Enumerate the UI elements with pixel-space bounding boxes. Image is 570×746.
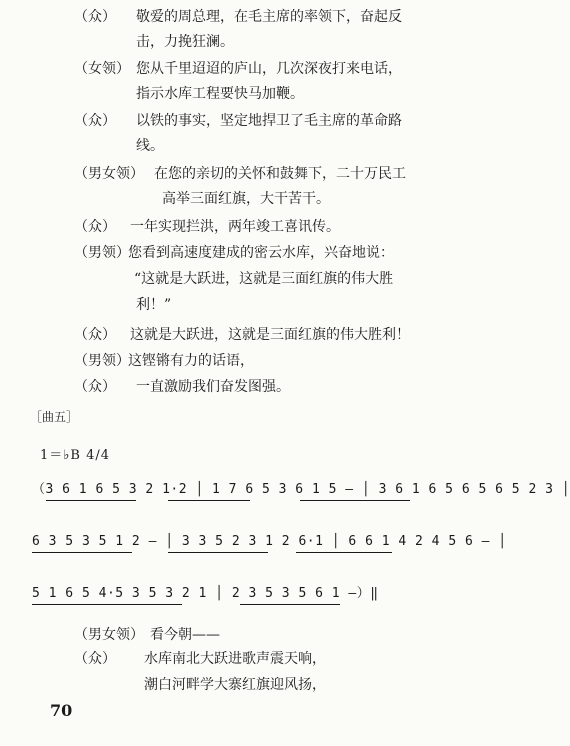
lyric-line: 一年实现拦洪，两年竣工喜讯传。 (130, 219, 340, 235)
score-row: （3 6 1 6 5 3 2 1·2 │ 1 7 6 5 3 6 1 5 — │ 3 6 1 6 5 6 5 6 5 2 3 │ (32, 482, 570, 497)
key-signature: 1＝♭B 4/4 (40, 448, 111, 463)
role-label: （众） (74, 219, 116, 235)
score-row: 6 3 5 3 5 1 2 — │ 3 3 5 2 3 1 2 6·1 │ 6 6 1 4 2 4 5 6 — │ (32, 534, 507, 549)
lyric-line: 利！” (136, 297, 172, 313)
role-label: （男女领） (74, 627, 144, 643)
lyric-line: 这就是大跃进，这就是三面红旗的伟大胜利！ (130, 327, 410, 343)
role-label: （众） (74, 113, 116, 129)
page-number: 70 (50, 701, 73, 720)
lyric-line: 敬爱的周总理，在毛主席的率领下，奋起反 (136, 9, 402, 25)
lyric-line: 以铁的事实，坚定地捍卫了毛主席的革命路 (136, 113, 402, 129)
lyric-line: 一直激励我们奋发图强。 (136, 379, 290, 395)
lyric-line: 水库南北大跃进歌声震天响， (144, 651, 326, 667)
lyric-line: 在您的亲切的关怀和鼓舞下，二十万民工 (154, 166, 406, 182)
lyric-line: 线。 (136, 138, 164, 154)
note-beam (240, 604, 340, 605)
score-row: 5 1 6 5 4·5 3 5 3 2 1 │ 2 3 5 3 5 6 1 —）‖ (32, 586, 379, 601)
note-beam (300, 500, 410, 501)
lyric-line: 您看到高速度建成的密云水库，兴奋地说： (128, 245, 394, 261)
lyric-line: 潮白河畔学大寨红旗迎风扬， (144, 677, 326, 693)
note-beam (32, 552, 132, 553)
role-label: （男领） (74, 353, 130, 369)
note-beam (296, 552, 392, 553)
role-label: （男女领） (74, 166, 144, 182)
role-label: （众） (74, 379, 116, 395)
role-label: （女领） (74, 61, 130, 77)
lyric-line: 高举三面红旗，大干苦干。 (162, 191, 330, 207)
role-label: （众） (74, 9, 116, 25)
role-label: （众） (74, 651, 116, 667)
role-label: （男领） (74, 245, 130, 261)
section-tag: ［曲五］ (30, 410, 79, 424)
lyric-line: 您从千里迢迢的庐山，几次深夜打来电话， (136, 61, 402, 77)
lyric-line: 指示水库工程要快马加鞭。 (136, 86, 304, 102)
lyric-line: 看今朝—— (150, 627, 220, 643)
role-label: （众） (74, 327, 116, 343)
note-beam (46, 500, 136, 501)
note-beam (32, 604, 182, 605)
lyric-line: 击，力挽狂澜。 (136, 34, 234, 50)
lyric-line: 这铿锵有力的话语， (128, 353, 254, 369)
note-beam (168, 500, 250, 501)
note-beam (168, 552, 268, 553)
lyric-line: “这就是大跃进，这就是三面红旗的伟大胜 (134, 271, 394, 287)
